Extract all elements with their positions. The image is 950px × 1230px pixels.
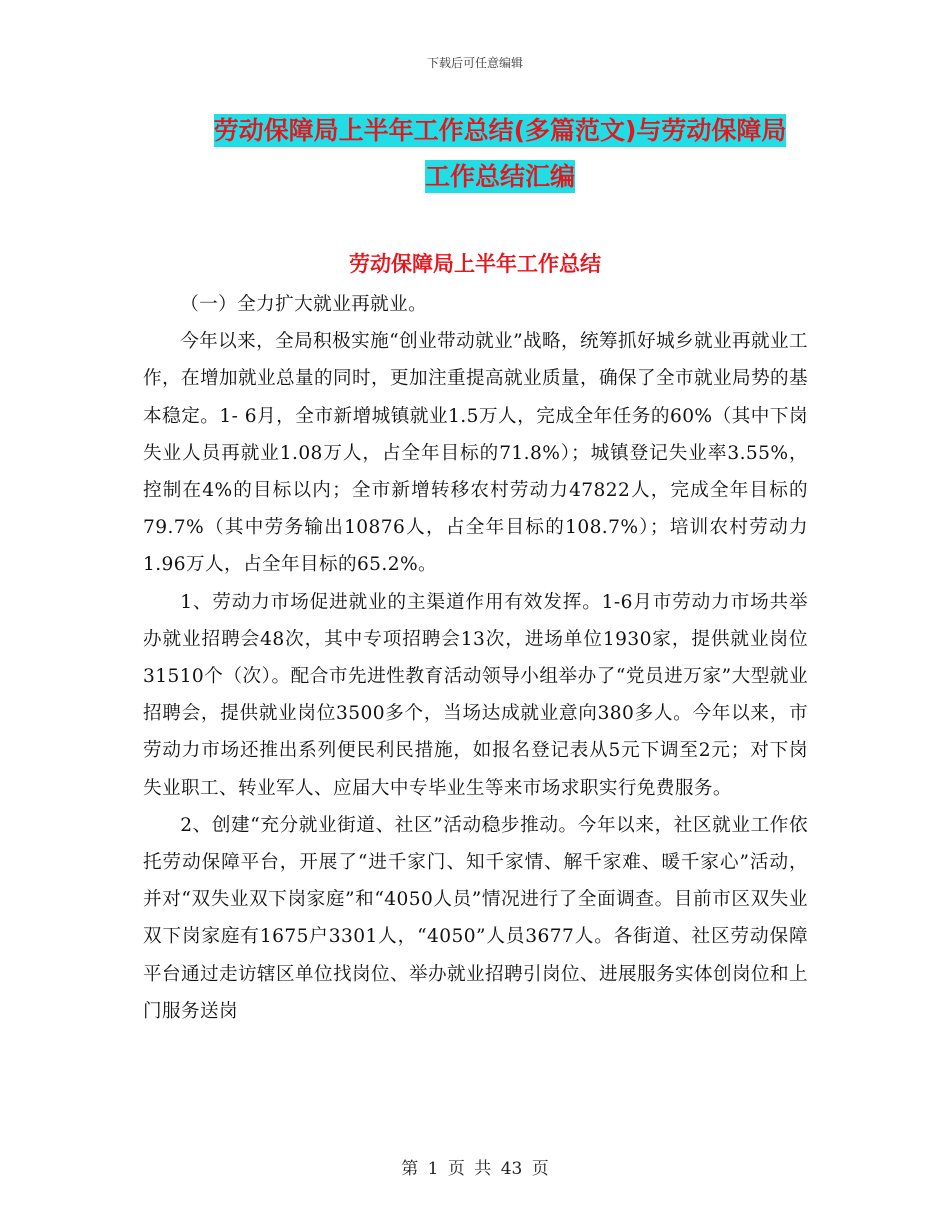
body-text — [143, 286, 808, 1030]
section-title: 劳动保障局上半年工作总结 — [349, 252, 601, 276]
paragraph: 今年以来，全局积极实施“创业带动就业”战略，统筹抓好城乡就业再就业工作，在增加就业总量的同时，更加注重提高就业质量，确保了全市就业局势的基本稳定。1- 6月，全市新增城镇就业1.5万人，完成全年任务的60%（其中下岗失业人员再就业1.08万人，占全年目标的71.8%）；城镇登记失业率3.55%，控制在4%的目标以内；全市新增转移农村劳动力47822人，完成全年目标的79.7%（其中劳务输出10876人，占全年目标的108.7%）；培训农村劳动力1.96万人，占全年目标的65.2%。 — [143, 331, 808, 576]
paragraph: 2、创建“充分就业街道、社区”活动稳步推动。今年以来，社区就业工作依托劳动保障平台，开展了“进千家门、知千家情、解千家难、暖千家心”活动，并对“双失业双下岗家庭”和“4050人员”情况进行了全面调查。目前市区双失业双下岗家庭有1675户3301人，“4050”人员3677人。各街道、社区劳动保障平台通过走访辖区单位找岗位、举办就业招聘引岗位、进展服务实体创岗位和上门服务送岗 — [143, 814, 808, 1022]
paragraph-heading: （一）全力扩大就业再就业。 — [180, 294, 428, 315]
document-title-line-1: 劳动保障局上半年工作总结(多篇范文)与劳动保障局 — [213, 116, 787, 145]
document-title — [150, 108, 850, 200]
document-title-line-2: 工作总结汇编 — [424, 162, 575, 191]
paragraph: 1、劳动力市场促进就业的主渠道作用有效发挥。1-6月市劳动力市场共举办就业招聘会48次，其中专项招聘会13次，进场单位1930家，提供就业岗位31510个（次）。配合市先进性教育活动领导小组举办了“党员进万家”大型就业招聘会，提供就业岗位3500多个，当场达成就业意向380多人。今年以来，市劳动力市场还推出系列便民利民措施，如报名登记表从5元下调至2元；对下岗失业职工、转业军人、应届大中专毕业生等来市场求职实行免费服务。 — [143, 591, 808, 799]
header-note: 下载后可任意编辑 — [426, 56, 523, 70]
page-footer: 第 1 页 共 43 页 — [401, 1159, 549, 1179]
